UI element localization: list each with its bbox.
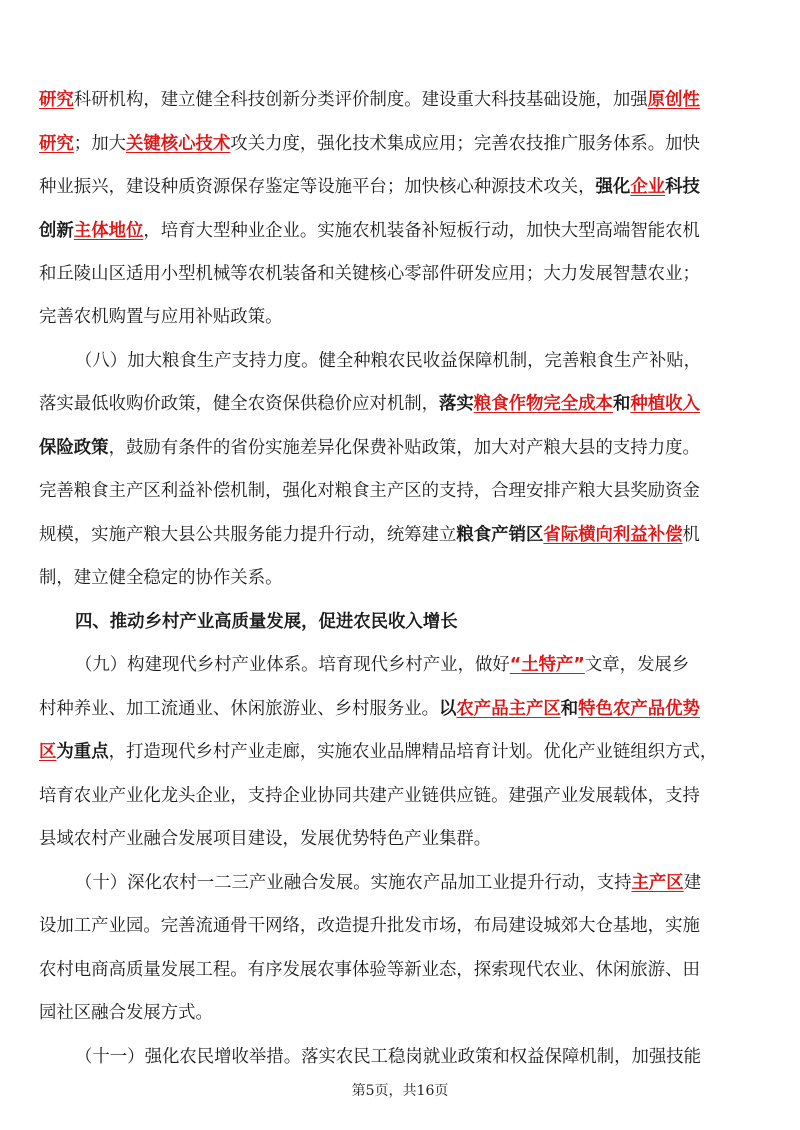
bold-phrase: 保险政策 bbox=[39, 438, 109, 458]
bold-phrase: 为重点 bbox=[56, 742, 109, 762]
text-segment: 建 bbox=[683, 873, 702, 893]
text-line bbox=[39, 474, 764, 508]
bold-phrase: 强化 bbox=[595, 177, 631, 197]
text-segment: 制，建立健全稳定的协作关系。 bbox=[39, 568, 283, 588]
highlighted-phrase: 主产区 bbox=[631, 873, 684, 893]
text-line bbox=[39, 214, 764, 248]
bold-phrase: 和 bbox=[560, 699, 579, 719]
text-segment: （八）加大粮食生产支持力度。健全种粮农民收益保障机制，完善粮食生产补贴， bbox=[75, 351, 702, 371]
bold-phrase: 科技 bbox=[665, 177, 700, 197]
text-line bbox=[39, 953, 764, 987]
bold-phrase: 落实 bbox=[439, 394, 474, 414]
text-line bbox=[39, 387, 764, 421]
text-line bbox=[39, 518, 764, 552]
bold-phrase: 以 bbox=[439, 699, 457, 719]
highlighted-phrase: 研究 bbox=[39, 90, 74, 110]
text-segment: 农村电商高质量发展工程。有序发展农事体验等新业态，探索现代农业、休闲旅游、田 bbox=[39, 960, 700, 980]
text-segment: ，打造现代乡村产业走廊，实施农业品牌精品培育计划。优化产业链组织方式， bbox=[108, 742, 718, 762]
text-line bbox=[39, 431, 764, 465]
text-segment: 文章，发展乡 bbox=[584, 655, 690, 675]
highlighted-phrase: 特色农产品优势 bbox=[578, 699, 700, 719]
highlighted-phrase: 粮食作物完全成本 bbox=[473, 394, 613, 414]
text-segment: 园社区融合发展方式。 bbox=[39, 1003, 213, 1023]
text-line bbox=[39, 692, 764, 726]
text-segment: 规模，实施产粮大县公共服务能力提升行动，统筹建立 bbox=[39, 525, 457, 545]
text-line bbox=[75, 344, 764, 378]
bold-phrase: 四、推动乡村产业高质量发展，促进农民收入增长 bbox=[75, 612, 458, 632]
highlighted-phrase: 种植收入 bbox=[630, 394, 700, 414]
text-line bbox=[39, 561, 764, 595]
text-line bbox=[75, 1040, 764, 1074]
highlighted-phrase: 区 bbox=[39, 742, 57, 762]
highlighted-phrase: 省际横向利益补偿 bbox=[543, 525, 683, 545]
text-segment: 和丘陵山区适用小型机械等农机装备和关键核心零部件研发应用；大力发展智慧农业； bbox=[39, 264, 700, 284]
text-line bbox=[39, 779, 764, 813]
text-segment: ，培育大型种业企业。实施农机装备补短板行动，加快大型高端智能农机 bbox=[143, 221, 700, 241]
highlighted-phrase: 农产品主产区 bbox=[456, 699, 561, 719]
text-segment: 科研机构，建立健全科技创新分类评价制度。建设重大科技基础设施，加强 bbox=[73, 90, 648, 110]
text-segment: ；加大 bbox=[73, 134, 126, 154]
text-line bbox=[39, 909, 764, 943]
text-segment: 落实最低收购价政策，健全农资保供稳价应对机制， bbox=[39, 394, 439, 414]
text-segment: 攻关力度，强化技术集成应用；完善农技推广服务体系。加快 bbox=[230, 134, 700, 154]
highlighted-phrase: 企业 bbox=[630, 177, 666, 197]
text-line bbox=[39, 257, 764, 291]
text-line bbox=[39, 170, 764, 204]
text-segment: 完善粮食主产区利益补偿机制，强化对粮食主产区的支持，合理安排产粮大县奖励资金 bbox=[39, 481, 700, 501]
text-segment: 设加工产业园。完善流通骨干网络，改造提升批发市场，布局建设城郊大仓基地，实施 bbox=[39, 916, 700, 936]
text-line bbox=[39, 300, 764, 334]
page-footer: 第5页，共16页 bbox=[351, 1083, 449, 1099]
highlighted-phrase: 原创性 bbox=[647, 90, 700, 110]
text-line bbox=[39, 735, 764, 769]
text-line bbox=[75, 866, 764, 900]
bold-phrase: 粮食产销区 bbox=[456, 525, 544, 545]
text-segment: 培育农业产业化龙头企业，支持企业协同共建产业链供应链。建强产业发展载体，支持 bbox=[39, 786, 700, 806]
text-line bbox=[39, 996, 764, 1030]
text-segment: 村种养业、加工流通业、休闲旅游业、乡村服务业。 bbox=[39, 699, 439, 719]
bold-phrase: 和 bbox=[612, 394, 631, 414]
text-segment: 县域农村产业融合发展项目建设，发展优势特色产业集群。 bbox=[39, 829, 492, 849]
text-line bbox=[75, 648, 764, 682]
highlighted-phrase: 研究 bbox=[39, 134, 74, 154]
text-segment: （十一）强化农民增收举措。落实农民工稳岗就业政策和权益保障机制，加强技能 bbox=[75, 1047, 702, 1067]
text-line bbox=[39, 127, 764, 161]
text-segment: （十）深化农村一二三产业融合发展。实施农产品加工业提升行动，支持 bbox=[75, 873, 632, 893]
section-heading bbox=[75, 605, 764, 639]
highlighted-phrase: 主体地位 bbox=[73, 221, 144, 241]
highlighted-phrase: “土特产” bbox=[509, 655, 585, 675]
text-segment: （九）构建现代乡村产业体系。培育现代乡村产业，做好 bbox=[75, 655, 510, 675]
text-line bbox=[39, 83, 764, 117]
text-segment: ，鼓励有条件的省份实施差异化保费补贴政策，加大对产粮大县的支持力度。 bbox=[108, 438, 700, 458]
text-line bbox=[39, 822, 764, 856]
text-segment: 种业振兴，建设种质资源保存鉴定等设施平台；加快核心种源技术攻关， bbox=[39, 177, 596, 197]
text-segment: 机 bbox=[682, 525, 700, 545]
highlighted-phrase: 关键核心技术 bbox=[125, 134, 231, 154]
bold-phrase: 创新 bbox=[39, 221, 74, 241]
text-segment: 完善农机购置与应用补贴政策。 bbox=[39, 307, 283, 327]
